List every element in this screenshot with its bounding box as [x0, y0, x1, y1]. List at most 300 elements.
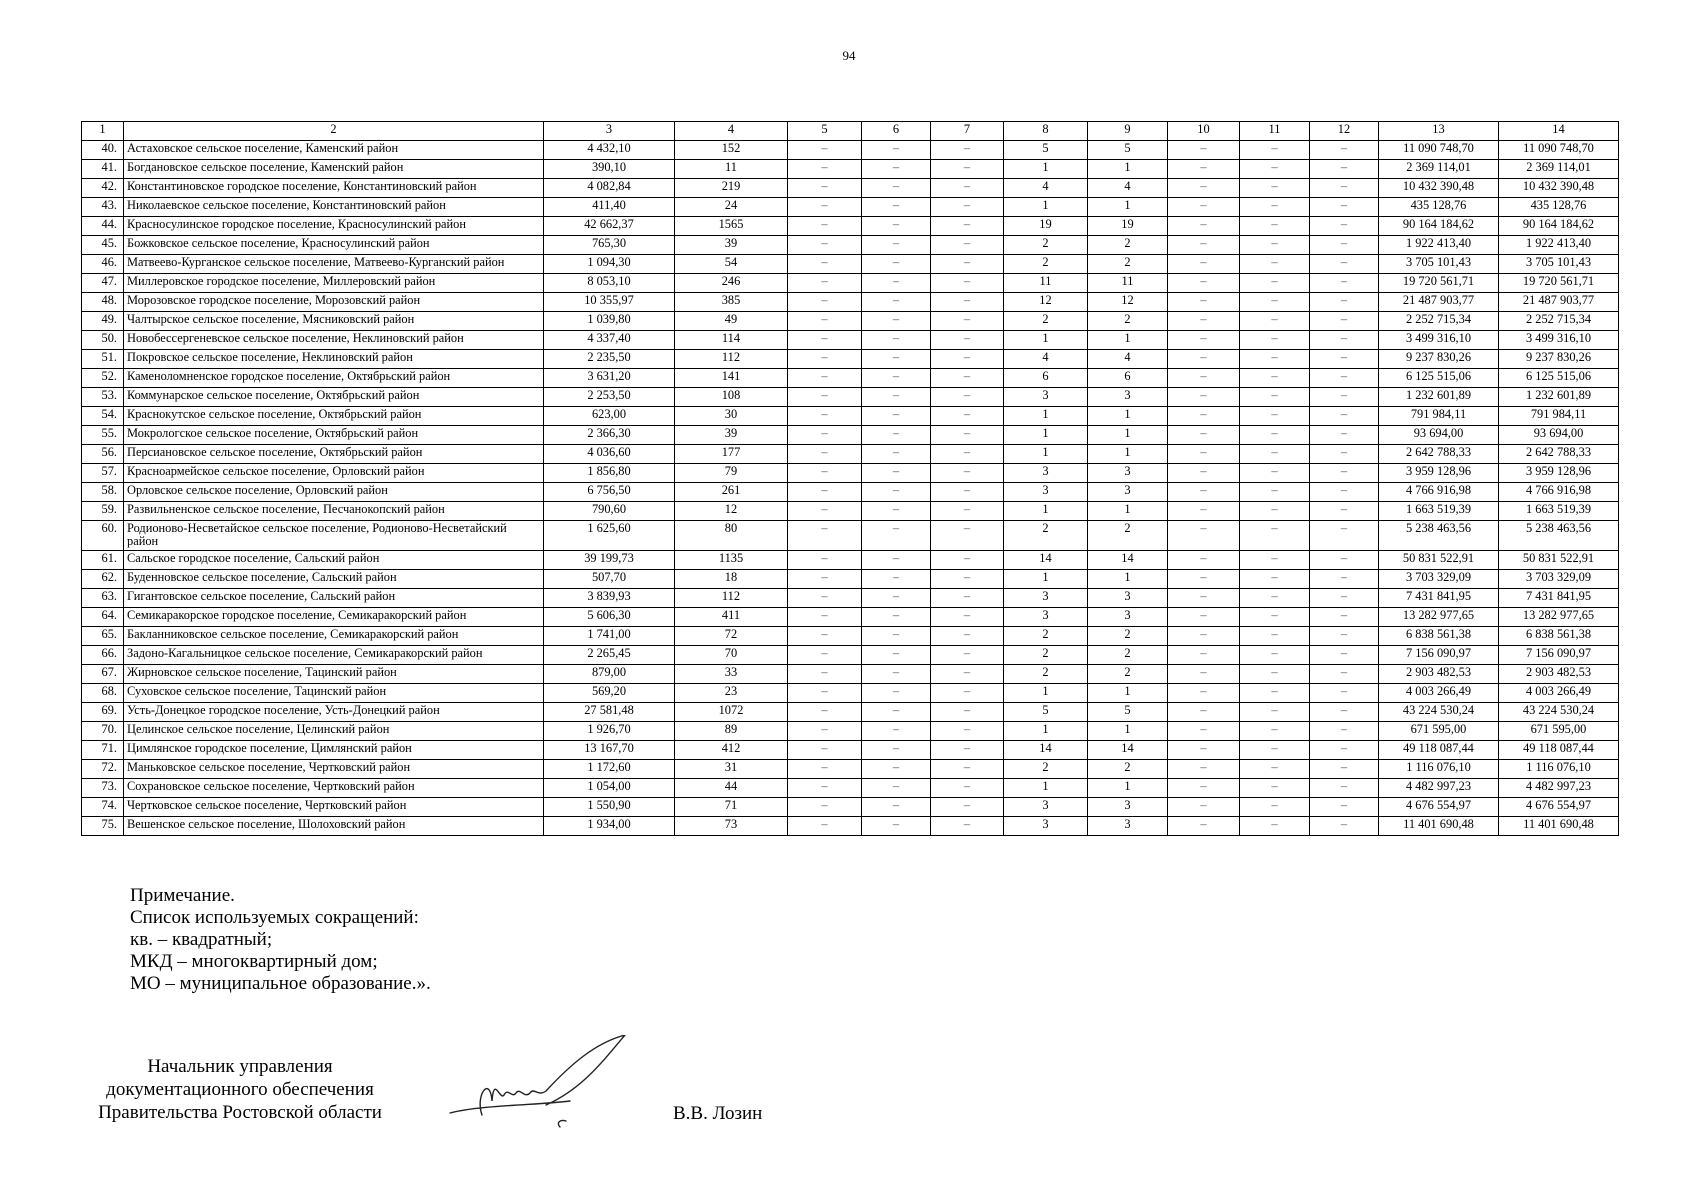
table-cell: 1 — [1004, 445, 1088, 464]
settlement-name: Персиановское сельское поселение, Октябрьский район — [124, 445, 544, 464]
table-cell: – — [1168, 464, 1240, 483]
table-cell: 2 642 788,33 — [1379, 445, 1499, 464]
table-cell: – — [1240, 502, 1310, 521]
table-cell: 3 — [1004, 589, 1088, 608]
table-cell: – — [862, 274, 931, 293]
settlement-name: Богдановское сельское поселение, Каменский район — [124, 160, 544, 179]
table-cell: 671 595,00 — [1499, 722, 1619, 741]
table-cell: – — [788, 483, 862, 502]
row-number: 62. — [82, 570, 124, 589]
table-cell: – — [788, 255, 862, 274]
table-cell: – — [1168, 293, 1240, 312]
table-cell: 5 606,30 — [544, 608, 675, 627]
row-number: 40. — [82, 141, 124, 160]
table-cell: – — [862, 817, 931, 836]
table-cell: – — [1310, 407, 1379, 426]
signatory-line: Начальник управления — [147, 1056, 333, 1077]
table-cell: – — [862, 608, 931, 627]
table-cell: – — [862, 236, 931, 255]
table-cell: – — [1310, 369, 1379, 388]
table-cell: – — [862, 502, 931, 521]
table-row — [82, 141, 1619, 160]
table-cell: – — [862, 464, 931, 483]
table-cell: 4 766 916,98 — [1499, 483, 1619, 502]
column-header: 1 — [82, 122, 124, 141]
table-cell: 90 164 184,62 — [1499, 217, 1619, 236]
table-cell: 435 128,76 — [1379, 198, 1499, 217]
table-cell: – — [1168, 255, 1240, 274]
table-cell: 1072 — [675, 703, 788, 722]
table-cell: 152 — [675, 141, 788, 160]
table-cell: – — [788, 236, 862, 255]
table-cell: 671 595,00 — [1379, 722, 1499, 741]
table-cell: – — [788, 779, 862, 798]
table-cell: 93 694,00 — [1499, 426, 1619, 445]
table-row — [82, 312, 1619, 331]
table-cell: 1 663 519,39 — [1379, 502, 1499, 521]
table-cell: – — [931, 312, 1004, 331]
table-cell: 11 — [1004, 274, 1088, 293]
table-row — [82, 331, 1619, 350]
table-cell: 6 756,50 — [544, 483, 675, 502]
settlement-name: Сохрановское сельское поселение, Чертковский район — [124, 779, 544, 798]
table-cell: – — [1168, 483, 1240, 502]
table-cell: – — [1168, 502, 1240, 521]
settlement-name: Покровское сельское поселение, Неклиновский район — [124, 350, 544, 369]
table-cell: – — [931, 293, 1004, 312]
table-row — [82, 589, 1619, 608]
table-cell: – — [788, 646, 862, 665]
settlement-name: Цимлянское городское поселение, Цимлянский район — [124, 741, 544, 760]
table-cell: – — [788, 179, 862, 198]
row-number: 49. — [82, 312, 124, 331]
signatory-title — [80, 1055, 400, 1124]
table-cell: – — [1310, 608, 1379, 627]
table-cell: 1 — [1004, 407, 1088, 426]
settlement-name: Краснокутское сельское поселение, Октябрьский район — [124, 407, 544, 426]
table-cell: – — [788, 684, 862, 703]
table-cell: – — [931, 274, 1004, 293]
settlement-name: Коммунарское сельское поселение, Октябрьский район — [124, 388, 544, 407]
table-cell: – — [931, 369, 1004, 388]
table-cell: 49 118 087,44 — [1379, 741, 1499, 760]
column-header: 3 — [544, 122, 675, 141]
table-row — [82, 684, 1619, 703]
table-row — [82, 350, 1619, 369]
table-cell: – — [931, 198, 1004, 217]
table-cell: – — [1168, 350, 1240, 369]
table-cell: 11 090 748,70 — [1499, 141, 1619, 160]
row-number: 54. — [82, 407, 124, 426]
table-cell: 1 — [1004, 331, 1088, 350]
table-cell: – — [1168, 646, 1240, 665]
table-cell: – — [931, 236, 1004, 255]
table-cell: – — [862, 369, 931, 388]
row-number: 58. — [82, 483, 124, 502]
table-cell: – — [1168, 665, 1240, 684]
table-cell: – — [1240, 198, 1310, 217]
table-cell: – — [1168, 798, 1240, 817]
table-cell: 623,00 — [544, 407, 675, 426]
table-cell: 2 — [1004, 521, 1088, 551]
row-number: 57. — [82, 464, 124, 483]
table-row — [82, 521, 1619, 551]
table-cell: 2 — [1088, 665, 1168, 684]
table-cell: – — [1168, 274, 1240, 293]
table-cell: 1 — [1088, 160, 1168, 179]
table-row — [82, 179, 1619, 198]
table-cell: 3 — [1004, 608, 1088, 627]
table-cell: – — [1310, 179, 1379, 198]
table-cell: – — [1310, 779, 1379, 798]
table-cell: 4 482 997,23 — [1499, 779, 1619, 798]
table-cell: – — [1310, 160, 1379, 179]
table-cell: – — [788, 741, 862, 760]
table-cell: – — [931, 665, 1004, 684]
table-cell: 19 — [1004, 217, 1088, 236]
table-cell: 1 856,80 — [544, 464, 675, 483]
table-cell: – — [931, 608, 1004, 627]
table-cell: – — [788, 198, 862, 217]
table-cell: 1 094,30 — [544, 255, 675, 274]
table-cell: 44 — [675, 779, 788, 798]
table-cell: – — [862, 589, 931, 608]
table-cell: 11 — [1088, 274, 1168, 293]
table-cell: – — [931, 722, 1004, 741]
table-cell: – — [788, 464, 862, 483]
table-cell: – — [931, 502, 1004, 521]
table-cell: – — [862, 179, 931, 198]
table-cell: 7 156 090,97 — [1379, 646, 1499, 665]
table-cell: – — [788, 217, 862, 236]
table-cell: – — [1310, 627, 1379, 646]
table-cell: 4 676 554,97 — [1499, 798, 1619, 817]
table-cell: 50 831 522,91 — [1499, 551, 1619, 570]
table-cell: – — [1168, 388, 1240, 407]
table-cell: – — [1310, 293, 1379, 312]
table-cell: – — [788, 703, 862, 722]
table-cell: 19 — [1088, 217, 1168, 236]
table-cell: – — [1310, 198, 1379, 217]
table-cell: 390,10 — [544, 160, 675, 179]
settlement-name: Чертковское сельское поселение, Чертковский район — [124, 798, 544, 817]
table-cell: 5 238 463,56 — [1499, 521, 1619, 551]
table-cell: – — [788, 722, 862, 741]
table-cell: 14 — [1088, 741, 1168, 760]
table-cell: – — [788, 160, 862, 179]
table-row — [82, 217, 1619, 236]
table-cell: 2 253,50 — [544, 388, 675, 407]
row-number: 42. — [82, 179, 124, 198]
note-intro: Список используемых сокращений: — [130, 907, 419, 928]
table-cell: 11 401 690,48 — [1499, 817, 1619, 836]
table-cell: – — [862, 217, 931, 236]
table-cell: 5 — [1004, 703, 1088, 722]
table-cell: 3 705 101,43 — [1499, 255, 1619, 274]
table-cell: – — [1240, 160, 1310, 179]
table-row — [82, 445, 1619, 464]
table-cell: – — [862, 426, 931, 445]
row-number: 75. — [82, 817, 124, 836]
table-cell: 2 — [1088, 760, 1168, 779]
table-cell: 3 959 128,96 — [1379, 464, 1499, 483]
table-cell: – — [862, 331, 931, 350]
table-cell: 4 003 266,49 — [1379, 684, 1499, 703]
table-cell: – — [931, 464, 1004, 483]
note-item: МКД – многоквартирный дом; — [130, 951, 378, 972]
table-cell: – — [1240, 293, 1310, 312]
table-cell: 1 232 601,89 — [1379, 388, 1499, 407]
table-cell: – — [862, 760, 931, 779]
table-cell: 21 487 903,77 — [1499, 293, 1619, 312]
table-cell: – — [1168, 570, 1240, 589]
table-row — [82, 570, 1619, 589]
table-cell: – — [1168, 160, 1240, 179]
table-cell: 93 694,00 — [1379, 426, 1499, 445]
settlement-name: Бакланниковское сельское поселение, Семикаракорский район — [124, 627, 544, 646]
table-cell: 1 — [1004, 160, 1088, 179]
table-cell: – — [862, 388, 931, 407]
table-cell: – — [788, 502, 862, 521]
table-cell: 507,70 — [544, 570, 675, 589]
table-cell: – — [1168, 779, 1240, 798]
table-cell: – — [1240, 722, 1310, 741]
settlement-name: Жирновское сельское поселение, Тацинский район — [124, 665, 544, 684]
table-cell: 3 — [1088, 798, 1168, 817]
table-cell: – — [931, 350, 1004, 369]
table-cell: – — [1310, 741, 1379, 760]
table-cell: – — [1240, 179, 1310, 198]
table-cell: 19 720 561,71 — [1379, 274, 1499, 293]
table-cell: 79 — [675, 464, 788, 483]
table-row — [82, 198, 1619, 217]
table-cell: – — [788, 312, 862, 331]
table-cell: 2 — [1088, 627, 1168, 646]
table-row — [82, 255, 1619, 274]
table-cell: – — [1168, 426, 1240, 445]
row-number: 44. — [82, 217, 124, 236]
table-cell: – — [862, 646, 931, 665]
table-cell: 4 — [1004, 350, 1088, 369]
table-cell: 80 — [675, 521, 788, 551]
table-cell: – — [862, 293, 931, 312]
table-cell: – — [1168, 141, 1240, 160]
table-cell: – — [1240, 388, 1310, 407]
table-cell: 4 676 554,97 — [1379, 798, 1499, 817]
table-cell: – — [1310, 684, 1379, 703]
table-cell: – — [1168, 331, 1240, 350]
table-cell: 6 125 515,06 — [1379, 369, 1499, 388]
table-cell: – — [1168, 760, 1240, 779]
table-cell: 1 625,60 — [544, 521, 675, 551]
table-cell: – — [931, 798, 1004, 817]
table-cell: – — [1168, 236, 1240, 255]
table-cell: 7 431 841,95 — [1499, 589, 1619, 608]
table-cell: 1 — [1088, 779, 1168, 798]
table-cell: – — [1240, 551, 1310, 570]
column-header: 2 — [124, 122, 544, 141]
note-title: Примечание. — [130, 885, 235, 906]
table-cell: 1565 — [675, 217, 788, 236]
page-number: 94 — [842, 48, 856, 63]
table-cell: 1 054,00 — [544, 779, 675, 798]
table-cell: 2 — [1088, 236, 1168, 255]
table-cell: – — [1310, 589, 1379, 608]
table-cell: 2 — [1004, 646, 1088, 665]
row-number: 45. — [82, 236, 124, 255]
settlement-name: Мокрологское сельское поселение, Октябрьский район — [124, 426, 544, 445]
table-cell: – — [788, 665, 862, 684]
table-row — [82, 665, 1619, 684]
table-cell: 2 903 482,53 — [1379, 665, 1499, 684]
settlement-name: Маньковское сельское поселение, Чертковский район — [124, 760, 544, 779]
table-cell: 2 252 715,34 — [1499, 312, 1619, 331]
table-cell: – — [788, 445, 862, 464]
table-row — [82, 483, 1619, 502]
table-row — [82, 779, 1619, 798]
table-cell: 72 — [675, 627, 788, 646]
table-cell: – — [931, 426, 1004, 445]
table-cell: – — [788, 331, 862, 350]
table-cell: – — [1168, 407, 1240, 426]
table-cell: 14 — [1088, 551, 1168, 570]
table-cell: – — [1310, 646, 1379, 665]
table-cell: 1 — [1088, 722, 1168, 741]
table-cell: 2 — [1088, 521, 1168, 551]
table-cell: – — [931, 141, 1004, 160]
table-cell: 6 — [1004, 369, 1088, 388]
settlement-name: Красноармейское сельское поселение, Орловский район — [124, 464, 544, 483]
column-header: 11 — [1240, 122, 1310, 141]
settlement-name: Буденновское сельское поселение, Сальский район — [124, 570, 544, 589]
table-cell: – — [931, 551, 1004, 570]
table-row — [82, 464, 1619, 483]
table-cell: 177 — [675, 445, 788, 464]
table-cell: 3 631,20 — [544, 369, 675, 388]
table-cell: 2 265,45 — [544, 646, 675, 665]
table-row — [82, 798, 1619, 817]
table-cell: – — [1168, 589, 1240, 608]
column-header: 6 — [862, 122, 931, 141]
column-header: 12 — [1310, 122, 1379, 141]
settlement-name: Родионово-Несветайское сельское поселение, Родионово-Несветайский район — [124, 521, 544, 551]
table-cell: 1 — [1004, 570, 1088, 589]
table-cell: – — [1168, 684, 1240, 703]
table-cell: 108 — [675, 388, 788, 407]
table-cell: 1 116 076,10 — [1499, 760, 1619, 779]
table-cell: 73 — [675, 817, 788, 836]
table-cell: – — [1240, 703, 1310, 722]
row-number: 60. — [82, 521, 124, 551]
table-cell: 765,30 — [544, 236, 675, 255]
row-number: 73. — [82, 779, 124, 798]
table-cell: – — [1168, 741, 1240, 760]
table-cell: 2 369 114,01 — [1379, 160, 1499, 179]
table-cell: – — [1310, 817, 1379, 836]
table-cell: – — [862, 483, 931, 502]
settlement-name: Матвеево-Курганское сельское поселение, Матвеево-Курганский район — [124, 255, 544, 274]
table-cell: 4 766 916,98 — [1379, 483, 1499, 502]
table-cell: 7 431 841,95 — [1379, 589, 1499, 608]
table-cell: 2 — [1004, 760, 1088, 779]
table-cell: – — [862, 521, 931, 551]
table-row — [82, 741, 1619, 760]
table-cell: – — [1310, 551, 1379, 570]
table-cell: 5 — [1088, 703, 1168, 722]
table-cell: 1 663 519,39 — [1499, 502, 1619, 521]
table-cell: – — [1310, 798, 1379, 817]
table-cell: – — [931, 388, 1004, 407]
table-cell: – — [1310, 274, 1379, 293]
settlement-name: Красносулинское городское поселение, Красносулинский район — [124, 217, 544, 236]
table-cell: 1135 — [675, 551, 788, 570]
table-cell: 219 — [675, 179, 788, 198]
column-header: 14 — [1499, 122, 1619, 141]
table-cell: 70 — [675, 646, 788, 665]
table-cell: 4 432,10 — [544, 141, 675, 160]
table-cell: – — [1168, 608, 1240, 627]
table-cell: – — [862, 741, 931, 760]
table-cell: – — [1168, 703, 1240, 722]
table-cell: 261 — [675, 483, 788, 502]
table-cell: – — [1310, 217, 1379, 236]
table-cell: – — [1310, 350, 1379, 369]
table-cell: – — [931, 684, 1004, 703]
table-cell: 2 369 114,01 — [1499, 160, 1619, 179]
table-header-row — [82, 122, 1619, 141]
table-cell: – — [862, 570, 931, 589]
table-cell: – — [931, 160, 1004, 179]
table-cell: 3 — [1004, 464, 1088, 483]
table-cell: 9 237 830,26 — [1499, 350, 1619, 369]
table-cell: 246 — [675, 274, 788, 293]
table-cell: – — [862, 141, 931, 160]
table-cell: 13 167,70 — [544, 741, 675, 760]
table-cell: – — [1240, 255, 1310, 274]
table-row — [82, 426, 1619, 445]
row-number: 47. — [82, 274, 124, 293]
table-cell: 9 237 830,26 — [1379, 350, 1499, 369]
table-cell: – — [1310, 760, 1379, 779]
table-cell: – — [862, 627, 931, 646]
settlement-name: Чалтырское сельское поселение, Мясниковский район — [124, 312, 544, 331]
table-cell: – — [862, 255, 931, 274]
table-cell: – — [1168, 722, 1240, 741]
table-cell: 1 172,60 — [544, 760, 675, 779]
settlement-name: Новобессергеневское сельское поселение, Неклиновский район — [124, 331, 544, 350]
table-cell: 4 482 997,23 — [1379, 779, 1499, 798]
table-cell: 1 550,90 — [544, 798, 675, 817]
table-cell: – — [788, 760, 862, 779]
table-cell: 1 — [1004, 722, 1088, 741]
table-cell: – — [1310, 703, 1379, 722]
table-cell: – — [862, 160, 931, 179]
table-cell: 54 — [675, 255, 788, 274]
table-cell: 879,00 — [544, 665, 675, 684]
table-cell: 14 — [1004, 551, 1088, 570]
table-cell: 3 — [1088, 388, 1168, 407]
table-row — [82, 274, 1619, 293]
table-cell: – — [1310, 722, 1379, 741]
table-cell: 3 — [1004, 483, 1088, 502]
table-cell: – — [788, 388, 862, 407]
table-cell: 11 401 690,48 — [1379, 817, 1499, 836]
table-row — [82, 760, 1619, 779]
table-cell: – — [931, 445, 1004, 464]
table-row — [82, 627, 1619, 646]
table-cell: 50 831 522,91 — [1379, 551, 1499, 570]
table-cell: – — [931, 741, 1004, 760]
